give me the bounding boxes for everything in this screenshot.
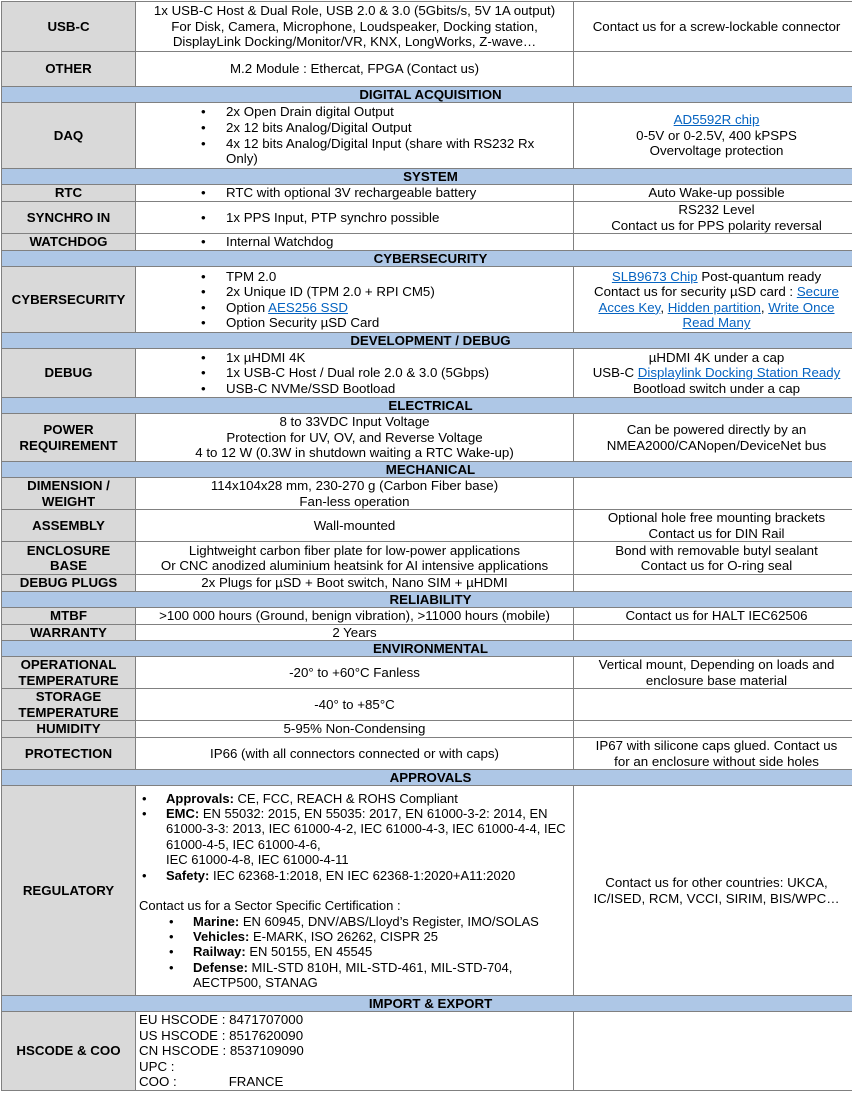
note-separator: , <box>760 299 769 315</box>
row-note <box>574 657 852 689</box>
row-label: DAQ <box>2 103 136 169</box>
row-label <box>2 689 136 721</box>
section-title: ENVIRONMENTAL <box>2 641 852 657</box>
note-line <box>577 365 852 381</box>
note-line: Overvoltage protection <box>649 143 784 159</box>
row-note <box>574 542 852 575</box>
row-label: HUMIDITY <box>2 721 136 738</box>
row-label: SYNCHRO IN <box>2 202 136 234</box>
item-text: IEC 61000-4-8, IEC 61000-4-11 <box>166 852 349 868</box>
row-value <box>136 202 574 234</box>
item-key: EMC: <box>166 806 200 822</box>
bullet-item: • Option Security µSD Card <box>139 315 570 331</box>
row-note <box>574 477 852 509</box>
item-text: EN 55032: 2015, EN 55035: 2017, EN 61000-3-2: 2014, EN 61000-3-3: 2013, IEC 61000-4-2, IEC 61000-4-3, IEC 61000-4-4, IEC 61000-4-5, IEC 61000-4-6, <box>166 806 566 852</box>
row-note <box>574 1012 852 1091</box>
item-key: Marine: <box>193 913 240 929</box>
note-line: Can be powered directly by an <box>626 421 807 437</box>
row-value <box>136 103 574 169</box>
row-rtc <box>2 185 852 202</box>
section-title: CYBERSECURITY <box>2 251 852 267</box>
note-line: Bond with removable butyl sealant <box>615 542 818 558</box>
row-label: REGULATORY <box>2 786 136 996</box>
section-reliability <box>2 591 852 607</box>
item-key: Approvals: <box>166 790 234 806</box>
bullet-item: • 1x PPS Input, PTP synchro possible <box>139 210 570 226</box>
bullet-item: • Internal Watchdog <box>139 234 570 250</box>
row-value <box>136 267 574 333</box>
value-line: For Disk, Camera, Microphone, Loudspeaker, Docking station, <box>171 18 538 34</box>
section-import-export <box>2 996 852 1012</box>
value-line: Protection for UV, OV, and Reverse Voltage <box>226 429 483 445</box>
bullet-item: • 1x USB-C Host / Dual role 2.0 & 3.0 (5Gbps) <box>139 365 570 381</box>
section-title: IMPORT & EXPORT <box>2 996 852 1012</box>
value-line: 1x USB-C Host & Dual Role, USB 2.0 & 3.0 (5Gbits/s, 5V 1A output) <box>153 3 556 19</box>
row-protection <box>2 737 852 769</box>
row-value <box>136 786 574 996</box>
value-line: Or CNC anodized aluminium heatsink for AI intensive applications <box>160 558 549 574</box>
section-mechanical <box>2 461 852 477</box>
item-text: EN 60945, DNV/ABS/Lloyd’s Register, IMO/SOLAS <box>239 913 539 929</box>
slb9673-chip-link[interactable]: SLB9673 Chip <box>611 268 698 284</box>
row-value <box>136 477 574 509</box>
section-title: RELIABILITY <box>2 591 852 607</box>
label-line: DIMENSION / <box>27 478 110 494</box>
note-line: µHDMI 4K under a cap <box>648 349 785 365</box>
value-line: DisplayLink Docking/Monitor/VR, KNX, LongWorks, Z-wave… <box>172 34 537 50</box>
row-label: CYBERSECURITY <box>2 267 136 333</box>
row-value: 5-95% Non-Condensing <box>136 721 574 738</box>
row-mtbf <box>2 607 852 624</box>
row-value <box>136 234 574 251</box>
value-line: 114x104x28 mm, 230-270 g (Carbon Fiber base) <box>210 477 499 493</box>
row-label: HSCODE & COO <box>2 1012 136 1091</box>
item-text: MIL-STD 810H, MIL-STD-461, MIL-STD-704, AECTP500, STANAG <box>193 959 513 991</box>
row-debug <box>2 349 852 398</box>
row-label: MTBF <box>2 607 136 624</box>
bullet-item: • 2x Unique ID (TPM 2.0 + RPI CM5) <box>139 284 570 300</box>
section-environmental <box>2 641 852 657</box>
section-title: MECHANICAL <box>2 461 852 477</box>
row-value <box>136 2 574 52</box>
section-development-debug <box>2 333 852 349</box>
bullet-item: • 1x µHDMI 4K <box>139 350 570 366</box>
row-note <box>574 689 852 721</box>
row-value <box>136 414 574 462</box>
row-label: WATCHDOG <box>2 234 136 251</box>
bullet-text: Option <box>226 299 269 315</box>
label-line: BASE <box>50 558 87 574</box>
note-line: Vertical mount, Depending on loads and <box>598 657 835 673</box>
row-note <box>574 202 852 234</box>
approval-item <box>139 806 570 868</box>
item-key: Safety: <box>166 867 210 883</box>
item-text: IEC 62368-1:2018, EN IEC 62368-1:2020+A11:2020 <box>209 867 516 883</box>
row-note <box>574 721 852 738</box>
row-label: DEBUG <box>2 349 136 398</box>
note-line: Contact us for O-ring seal <box>640 558 793 574</box>
section-digital-acquisition <box>2 87 852 103</box>
note-text: Contact us for security µSD card : <box>594 284 797 300</box>
label-line: OPERATIONAL <box>20 657 117 673</box>
row-daq <box>2 103 852 169</box>
bullet-item: • TPM 2.0 <box>139 269 570 285</box>
row-value: -40° to +85°C <box>136 689 574 721</box>
item-text: EN 50155, EN 45545 <box>245 944 373 960</box>
row-label: DEBUG PLUGS <box>2 575 136 592</box>
row-humidity <box>2 721 852 738</box>
row-note <box>574 786 852 996</box>
row-note: Auto Wake-up possible <box>574 185 852 202</box>
label-line: STORAGE <box>35 689 102 705</box>
row-note: Contact us for a screw-lockable connector <box>574 2 852 52</box>
hidden-partition-link[interactable]: Hidden partition <box>667 299 761 315</box>
sector-item <box>139 944 570 959</box>
sector-item <box>139 914 570 929</box>
row-value <box>136 542 574 575</box>
label-line: REQUIREMENT <box>19 437 118 453</box>
bullet-item: • 2x Open Drain digital Output <box>139 104 550 120</box>
row-value: 2x Plugs for µSD + Boot switch, Nano SIM + µHDMI <box>136 575 574 592</box>
section-title: DEVELOPMENT / DEBUG <box>2 333 852 349</box>
row-operational-temperature <box>2 657 852 689</box>
sector-item <box>139 929 570 944</box>
coo <box>139 1074 570 1090</box>
note-line: Bootload switch under a cap <box>632 380 801 396</box>
item-key: Railway: <box>193 944 246 960</box>
note-text: USB-C <box>592 365 638 381</box>
value-line: 4 to 12 W (0.3W in shutdown waiting a RTC Wake-up) <box>195 445 514 461</box>
row-value: -20° to +60°C Fanless <box>136 657 574 689</box>
section-approvals <box>2 770 852 786</box>
row-value <box>136 349 574 398</box>
note-line: Contact us for PPS polarity reversal <box>611 217 822 233</box>
label-line: ENCLOSURE <box>26 542 111 558</box>
row-value: 2 Years <box>136 624 574 641</box>
row-label <box>2 657 136 689</box>
approval-item <box>139 868 570 883</box>
row-usb-c <box>2 2 852 52</box>
bullet-item: • RTC with optional 3V rechargeable battery <box>139 185 570 201</box>
note-line: IC/ISED, RCM, VCCI, SIRIM, BIS/WPC… <box>593 890 840 906</box>
note-line: Contact us for other countries: UKCA, <box>605 875 828 890</box>
row-note <box>574 103 852 169</box>
row-warranty <box>2 624 852 641</box>
sector-intro: Contact us for a Sector Specific Certification : <box>139 898 401 914</box>
label-line: WEIGHT <box>41 493 96 509</box>
row-label <box>2 477 136 509</box>
row-label <box>2 414 136 462</box>
section-title: SYSTEM <box>2 169 852 185</box>
section-electrical <box>2 398 852 414</box>
row-label: ASSEMBLY <box>2 510 136 542</box>
row-note <box>574 737 852 769</box>
row-value: M.2 Module : Ethercat, FPGA (Contact us) <box>136 52 574 87</box>
row-value: Wall-mounted <box>136 510 574 542</box>
bullet-item: • 2x 12 bits Analog/Digital Output <box>139 120 550 136</box>
row-label: WARRANTY <box>2 624 136 641</box>
row-note <box>574 349 852 398</box>
row-label <box>2 542 136 575</box>
row-label: RTC <box>2 185 136 202</box>
note-line: NMEA2000/CANopen/DeviceNet bus <box>606 437 827 453</box>
bullet-item <box>139 300 570 316</box>
row-value: IP66 (with all connectors connected or with caps) <box>136 737 574 769</box>
coo-label: COO : <box>139 1074 177 1090</box>
note-separator: , <box>660 299 668 315</box>
value-line: Fan-less operation <box>299 493 410 509</box>
row-note <box>574 234 852 251</box>
item-text: E-MARK, ISO 26262, CISPR 25 <box>249 928 438 944</box>
eu-hscode: EU HSCODE : 8471707000 <box>139 1012 304 1028</box>
row-power-requirement <box>2 414 852 462</box>
row-label: PROTECTION <box>2 737 136 769</box>
section-title: ELECTRICAL <box>2 398 852 414</box>
row-dimension-weight <box>2 477 852 509</box>
label-line: TEMPERATURE <box>18 704 119 720</box>
item-key: Defense: <box>193 959 248 975</box>
row-synchro-in <box>2 202 852 234</box>
label-line: TEMPERATURE <box>18 672 119 688</box>
section-title: APPROVALS <box>2 770 852 786</box>
us-hscode: US HSCODE : 8517620090 <box>139 1027 304 1043</box>
row-hscode-coo <box>2 1012 852 1091</box>
row-label: USB-C <box>2 2 136 52</box>
aes256-ssd-link[interactable]: AES256 SSD <box>268 299 348 315</box>
label-line: POWER <box>43 422 94 438</box>
displaylink-docking-link[interactable]: Displaylink Docking Station Ready <box>637 365 841 381</box>
note-line: enclosure base material <box>645 672 788 688</box>
note-text: Post-quantum ready <box>697 268 822 284</box>
row-note <box>574 267 852 333</box>
bullet-item: • 4x 12 bits Analog/Digital Input (share with RS232 Rx Only) <box>139 136 550 167</box>
row-note <box>574 52 852 87</box>
item-key: Vehicles: <box>193 928 250 944</box>
approval-item <box>139 791 570 806</box>
row-assembly <box>2 510 852 542</box>
section-title: DIGITAL ACQUISITION <box>2 87 852 103</box>
row-note: Contact us for HALT IEC62506 <box>574 607 852 624</box>
cn-hscode: CN HSCODE : 8537109090 <box>139 1043 304 1059</box>
row-regulatory <box>2 786 852 996</box>
row-note <box>574 414 852 462</box>
row-note <box>574 624 852 641</box>
row-enclosure-base <box>2 542 852 575</box>
row-debug-plugs <box>2 575 852 592</box>
value-line: Lightweight carbon fiber plate for low-power applications <box>188 542 521 558</box>
row-cybersecurity <box>2 267 852 333</box>
note-line: 0-5V or 0-2.5V, 400 kPSPS <box>636 127 797 143</box>
bullet-item: • USB-C NVMe/SSD Bootload <box>139 381 570 397</box>
row-label: OTHER <box>2 52 136 87</box>
note-line: Contact us for DIN Rail <box>648 525 785 541</box>
value-line: 8 to 33VDC Input Voltage <box>279 414 430 430</box>
note-line: for an enclosure without side holes <box>614 753 819 769</box>
row-note <box>574 510 852 542</box>
row-value <box>136 185 574 202</box>
note-line: Optional hole free mounting brackets <box>607 510 826 526</box>
row-watchdog <box>2 234 852 251</box>
secure-acces-key-link[interactable]: Secure Acces Key <box>598 284 839 315</box>
section-system <box>2 169 852 185</box>
row-note <box>574 575 852 592</box>
ad5592r-chip-link[interactable]: AD5592R chip <box>673 112 760 128</box>
row-value: >100 000 hours (Ground, benign vibration), >11000 hours (mobile) <box>136 607 574 624</box>
row-value <box>136 1012 574 1091</box>
row-other <box>2 52 852 87</box>
note-line: RS232 Level <box>678 202 755 217</box>
upc: UPC : <box>139 1058 175 1074</box>
write-once-read-many-link[interactable]: Write Once Read Many <box>682 299 835 331</box>
section-cybersecurity <box>2 251 852 267</box>
item-text: CE, FCC, REACH & ROHS Compliant <box>233 790 458 806</box>
spec-table <box>1 1 852 1091</box>
sector-item <box>139 960 570 991</box>
row-storage-temperature <box>2 689 852 721</box>
note-line: IP67 with silicone caps glued. Contact us <box>595 737 838 753</box>
coo-value: FRANCE <box>228 1074 284 1090</box>
